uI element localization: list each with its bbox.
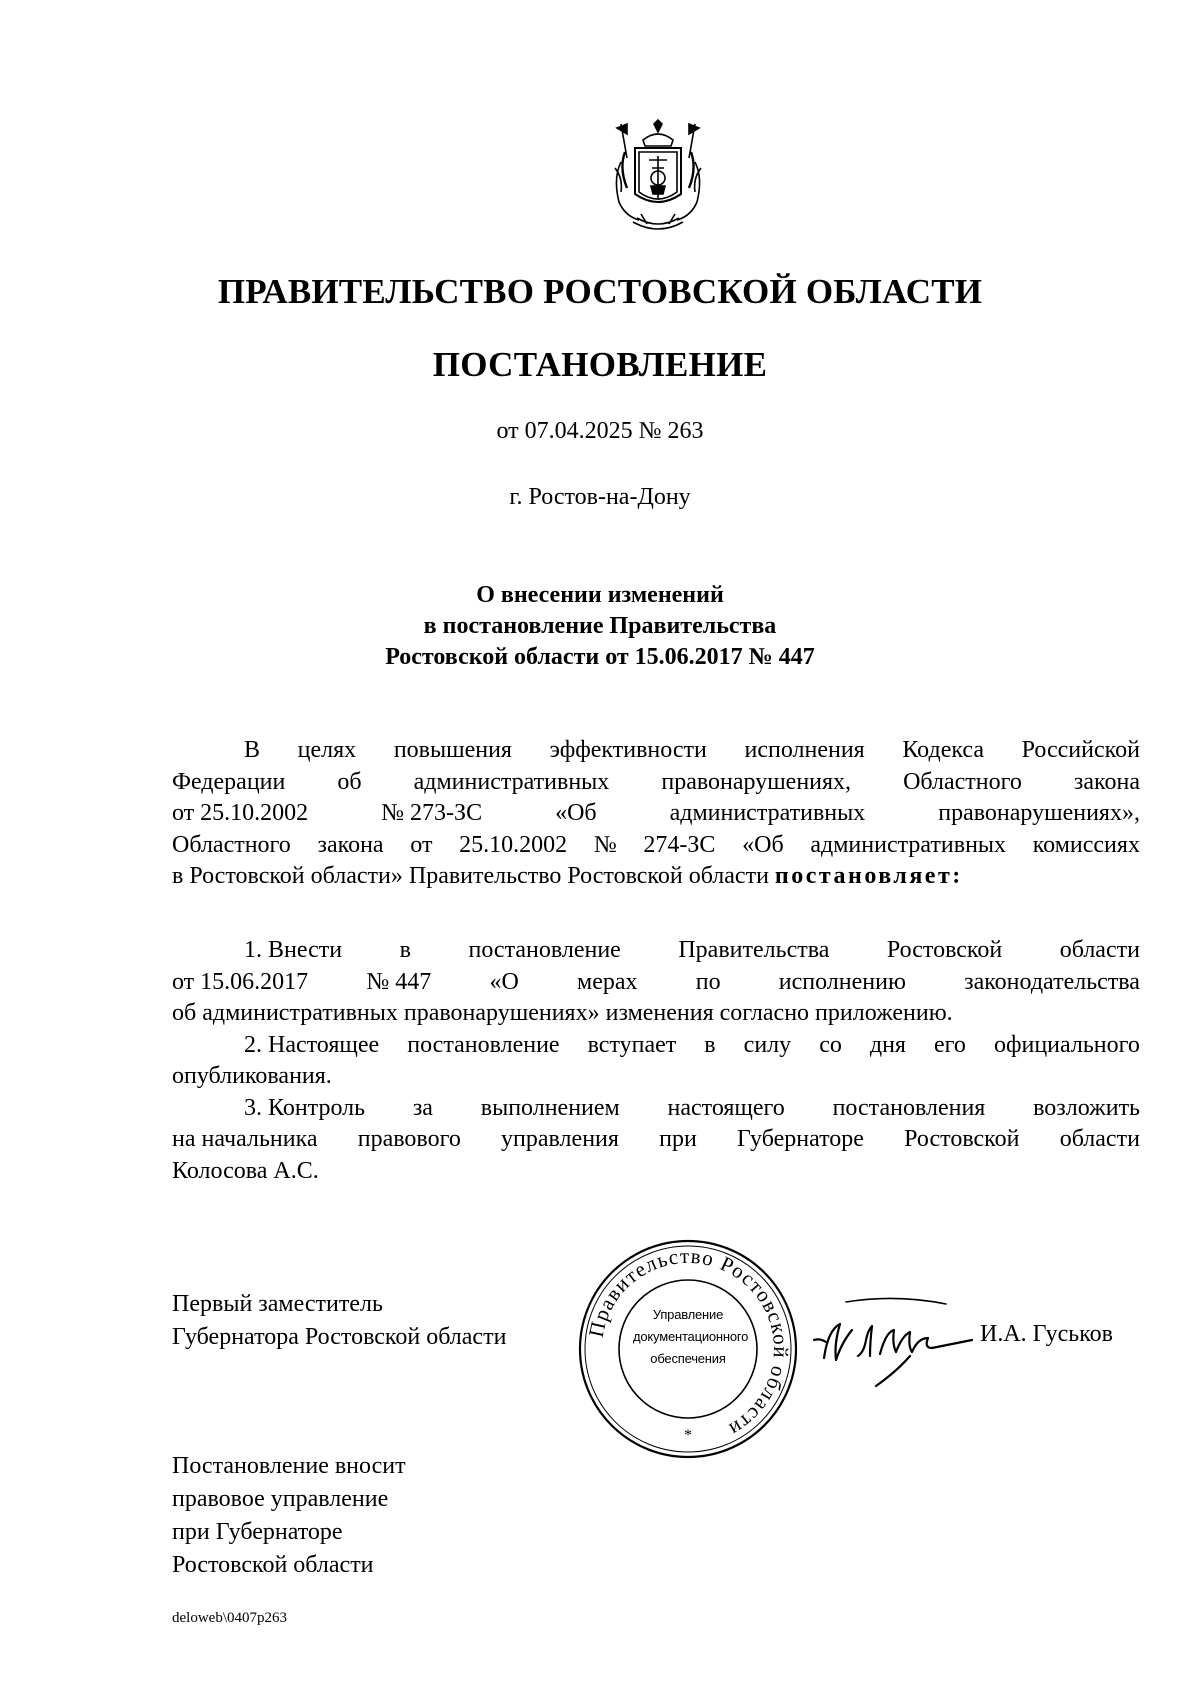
item-2-line: опубликования.	[172, 1063, 332, 1089]
subject-line: О внесении изменений	[476, 582, 724, 608]
document-type-heading: ПОСТАНОВЛЕНИЕ	[432, 345, 768, 384]
coat-of-arms-emblem	[597, 118, 719, 238]
preamble-line: В целях повышения эффективности исполнения Кодекса Российской	[244, 737, 1140, 763]
handwritten-signature	[806, 1282, 976, 1400]
document-date-number: от 07.04.2025 № 263	[496, 418, 704, 444]
signatory-name: И.А. Гуськов	[980, 1321, 1113, 1347]
item-3-line: Колосова А.С.	[172, 1157, 319, 1184]
subject-line: Ростовской области от 15.06.2017 № 447	[385, 644, 815, 670]
preamble-line: Федерации об административных правонарушениях, Областного закона	[172, 768, 1140, 795]
preamble-line: от 25.10.2002 № 273-ЗС «Об административных правонарушениях»,	[172, 800, 1140, 826]
document-city: г. Ростов-на-Дону	[509, 484, 691, 510]
item-1-line: 1. Внести в постановление Правительства Ростовской области	[244, 937, 1140, 963]
subject-line: в постановление Правительства	[423, 613, 777, 639]
document-file-code: deloweb\0407p263	[172, 1610, 287, 1626]
preamble-line: в Ростовской области» Правительство Ростовской области постановляет:	[172, 863, 963, 889]
preamble-paragraph	[172, 735, 1140, 893]
item-1-line: об административных правонарушениях» изменения согласно приложению.	[172, 1000, 953, 1026]
item-2-line: 2. Настоящее постановление вступает в силу со дня его официального	[244, 1031, 1140, 1058]
item-3-line: 3. Контроль за выполнением настоящего постановления возложить	[244, 1094, 1140, 1121]
seal-star-icon: *	[684, 1427, 692, 1444]
resolution-items	[172, 935, 1140, 1187]
official-seal	[577, 1238, 799, 1460]
document-subject	[0, 580, 1200, 673]
resolves-word: постановляет:	[774, 863, 963, 889]
seal-ring-text: Правительство Ростовской области	[583, 1243, 794, 1443]
preamble-line: Областного закона от 25.10.2002 № 274-ЗС «Об административных комиссиях	[172, 831, 1140, 858]
item-3-line: на начальника правового управления при Губернаторе Ростовской области	[172, 1126, 1140, 1152]
submitter-note: Постановление вносит правовое управление при Губернаторе Ростовской области	[172, 1453, 406, 1578]
government-title: ПРАВИТЕЛЬСТВО РОСТОВСКОЙ ОБЛАСТИ	[217, 272, 983, 311]
seal-inner-text: Управление документационного обеспечения	[633, 1307, 749, 1366]
signatory-position: Первый заместитель Губернатора Ростовской области	[172, 1291, 507, 1350]
item-1-line: от 15.06.2017 № 447 «О мерах по исполнению законодательства	[172, 968, 1140, 995]
